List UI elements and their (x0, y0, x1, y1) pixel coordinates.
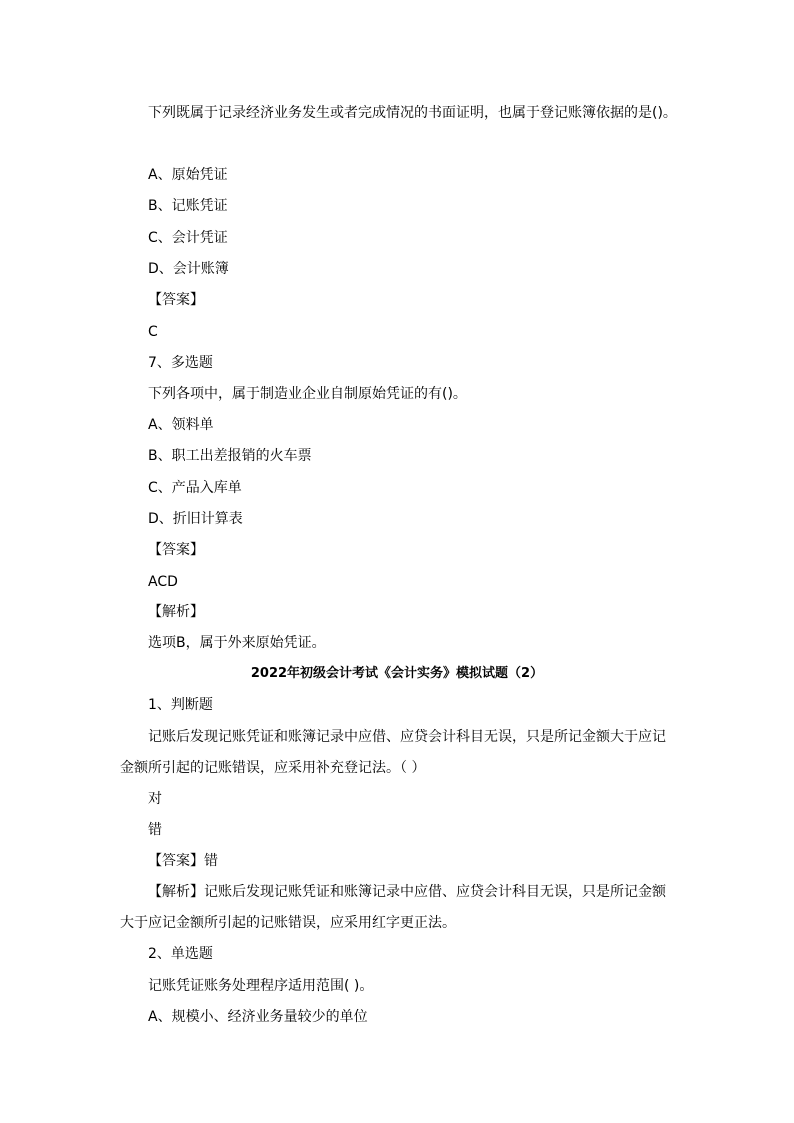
q6-answer-label: 【答案】 (148, 292, 204, 308)
s2q1-analysis-line1: 【解析】记账后发现记账凭证和账簿记录中应借、应贷会计科目无误，只是所记金额 (148, 884, 666, 900)
q6-option-c: C、会计凭证 (148, 230, 228, 246)
q7-analysis-label: 【解析】 (148, 604, 204, 620)
q7-analysis: 选项B，属于外来原始凭证。 (148, 635, 326, 651)
s2q1-analysis-line2: 大于应记金额所引起的记账错误，应采用红字更正法。 (120, 915, 456, 931)
q6-option-a: A、原始凭证 (148, 167, 228, 183)
q7-answer: ACD (148, 574, 178, 590)
q7-answer-label: 【答案】 (148, 542, 204, 558)
s2q2-type: 2、单选题 (148, 946, 213, 962)
section-title: 2022年初级会计考试《会计实务》模拟试题（2） (250, 666, 544, 681)
q6-option-b: B、记账凭证 (148, 198, 228, 214)
q6-option-d: D、会计账簿 (148, 261, 229, 277)
s2q1-stem-line2: 金额所引起的记账错误，应采用补充登记法。（ ） (120, 760, 426, 776)
s2q1-option-true: 对 (148, 791, 162, 807)
q6-answer: C (148, 324, 158, 340)
s2q1-option-false: 错 (148, 822, 162, 838)
s2q1-stem-line1: 记账后发现记账凭证和账簿记录中应借、应贷会计科目无误，只是所记金额大于应记 (148, 729, 666, 745)
q7-option-b: B、职工出差报销的火车票 (148, 448, 312, 464)
s2q1-answer: 【答案】错 (148, 853, 218, 869)
s2q1-type: 1、判断题 (148, 697, 213, 713)
q7-stem: 下列各项中，属于制造业企业自制原始凭证的有()。 (148, 386, 467, 402)
q6-stem: 下列既属于记录经济业务发生或者完成情况的书面证明，也属于登记账簿依据的是()。 (148, 105, 677, 121)
s2q2-option-a: A、规模小、经济业务量较少的单位 (148, 1009, 368, 1025)
s2q2-stem: 记账凭证账务处理程序适用范围( )。 (148, 978, 374, 994)
q7-option-d: D、折旧计算表 (148, 511, 243, 527)
q7-option-c: C、产品入库单 (148, 480, 242, 496)
q7-option-a: A、领料单 (148, 417, 214, 433)
q7-type: 7、多选题 (148, 355, 213, 371)
